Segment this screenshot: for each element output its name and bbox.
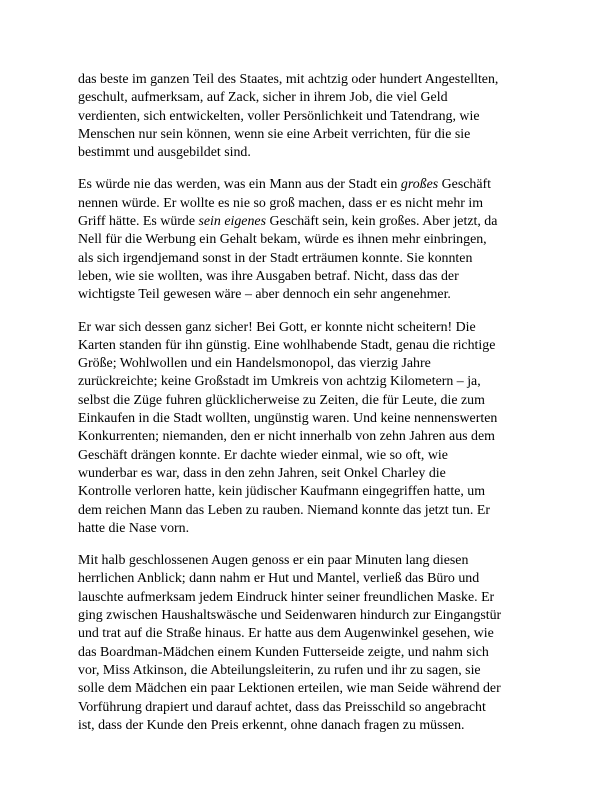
text-line	[78, 607, 538, 625]
text-segment: Einkaufen in die Stadt wollten, ungünstig waren. Und keine nennenswerten	[78, 411, 498, 427]
text-segment: das beste im ganzen Teil des Staates, mit achtzig oder hundert Angestellten,	[78, 72, 499, 87]
text-line	[78, 625, 538, 643]
text-line	[78, 552, 538, 570]
text-line	[78, 89, 538, 107]
text-segment: wichtigste Teil gewesen wäre – aber dennoch ein sehr angenehmer.	[78, 287, 451, 303]
emphasized-text: großes	[400, 177, 439, 193]
text-segment: Vorführung drapiert und darauf achtet, dass das Preisschild so angebracht	[78, 699, 486, 715]
text-segment: herrlichen Anblick; dann nahm er Hut und Mantel, verließ das Büro und	[78, 571, 480, 587]
text-line	[78, 268, 538, 286]
text-line	[78, 410, 538, 428]
text-segment: vor, Miss Atkinson, die Abteilungsleiterin, zu rufen und ihr zu sagen, sie	[78, 662, 481, 678]
text-line	[78, 176, 538, 194]
text-segment: lauschte aufmerksam jedem Eindruck hinter seiner freundlichen Maske. Er	[78, 589, 495, 605]
text-line	[78, 231, 538, 249]
text-line	[78, 392, 538, 410]
text-segment: Kontrolle verloren hatte, kein jüdischer Kaufmann eingegriffen hatte, um	[78, 484, 486, 500]
text-segment: zurückreichte; keine Großstadt im Umkreis von achtzig Kilometern – ja,	[78, 374, 481, 390]
text-line	[78, 195, 538, 213]
text-line	[78, 483, 538, 501]
text-line	[78, 699, 538, 717]
text-line	[78, 250, 538, 268]
text-segment: Konkurrenten; niemanden, den er nicht innerhalb von zehn Jahren aus dem	[78, 429, 495, 445]
text-segment: leben, wie sie wollten, was ihre Ausgaben betraf. Nicht, dass das der	[78, 268, 459, 284]
text-segment: solle dem Mädchen ein paar Lektionen erteilen, wie man Seide während der	[78, 681, 501, 697]
text-line	[78, 286, 538, 304]
text-segment: selbst die Züge fuhren glücklicherweise zu Zeiten, die für Leute, die zum	[78, 392, 485, 408]
text-segment: verdienten, sich entwickelten, voller Persönlichkeit und Tatendrang, wie	[78, 108, 480, 124]
text-line	[78, 319, 538, 337]
text-line	[78, 717, 538, 735]
text-line	[78, 71, 538, 89]
text-line	[78, 465, 538, 483]
text-segment: Menschen nur sein können, wenn sie eine Arbeit verrichten, für die sie	[78, 126, 471, 142]
paragraph-4	[78, 552, 538, 735]
text-line	[78, 662, 538, 680]
text-line	[78, 502, 538, 520]
text-segment: Geschäft	[438, 177, 492, 193]
text-segment: nennen würde. Er wollte es nie so groß machen, dass er es nicht mehr im	[78, 195, 484, 211]
text-segment: geschult, aufmerksam, auf Zack, sicher in ihrem Job, die viel Geld	[78, 90, 448, 106]
paragraph-3	[78, 319, 538, 539]
text-segment: Karten standen für ihn günstig. Eine wohlhabende Stadt, genau die richtige	[78, 337, 496, 353]
paragraph-2	[78, 176, 538, 304]
text-segment: Es würde nie das werden, was ein Mann aus der Stadt ein	[78, 177, 401, 193]
text-line	[78, 355, 538, 373]
text-line	[78, 680, 538, 698]
text-line	[78, 520, 538, 538]
text-line	[78, 373, 538, 391]
text-line	[78, 589, 538, 607]
text-segment: Geschäft drängen konnte. Er dachte wieder einmal, wie so oft, wie	[78, 447, 448, 463]
text-segment: ist, dass der Kunde den Preis erkennt, ohne danach fragen zu müssen.	[78, 717, 465, 733]
emphasized-text: sein eigenes	[198, 214, 266, 230]
text-line	[78, 337, 538, 355]
text-segment: ging zwischen Haushaltswäsche und Seidenwaren hindurch zur Eingangstür	[78, 608, 502, 624]
text-segment: wunderbar es war, dass in den zehn Jahren, seit Onkel Charley die	[78, 465, 446, 481]
text-line	[78, 108, 538, 126]
text-segment: Mit halb geschlossenen Augen genoss er ein paar Minuten lang diesen	[78, 553, 469, 569]
text-line	[78, 144, 538, 162]
text-line	[78, 644, 538, 662]
text-segment: Nell für die Werbung ein Gehalt bekam, würde es ihnen mehr einbringen,	[78, 232, 487, 248]
text-line	[78, 570, 538, 588]
text-line	[78, 428, 538, 446]
text-segment: und trat auf die Straße hinaus. Er hatte aus dem Augenwinkel gesehen, wie	[78, 626, 494, 642]
text-segment: dem reichen Mann das Leben zu rauben. Niemand konnte das jetzt tun. Er	[78, 502, 490, 518]
text-line	[78, 213, 538, 231]
text-line	[78, 447, 538, 465]
paragraph-1	[78, 71, 538, 162]
text-segment: Er war sich dessen ganz sicher! Bei Gott, er konnte nicht scheitern! Die	[78, 319, 476, 335]
text-segment: Griff hätte. Es würde	[78, 214, 199, 230]
text-segment: Geschäft sein, kein großes. Aber jetzt, da	[265, 214, 498, 230]
text-line	[78, 126, 538, 144]
text-segment: Größe; Wohlwollen und ein Handelsmonopol, das vierzig Jahre	[78, 356, 431, 372]
text-segment: das Boardman-Mädchen einem Kunden Futterseide zeigte, und nahm sich	[78, 644, 489, 660]
text-segment: hatte die Nase vorn.	[78, 520, 190, 536]
text-segment: als sich irgendjemand sonst in der Stadt erträumen konnte. Sie konnten	[78, 250, 473, 266]
document-page	[78, 71, 538, 749]
text-segment: bestimmt und ausgebildet sind.	[78, 145, 251, 161]
